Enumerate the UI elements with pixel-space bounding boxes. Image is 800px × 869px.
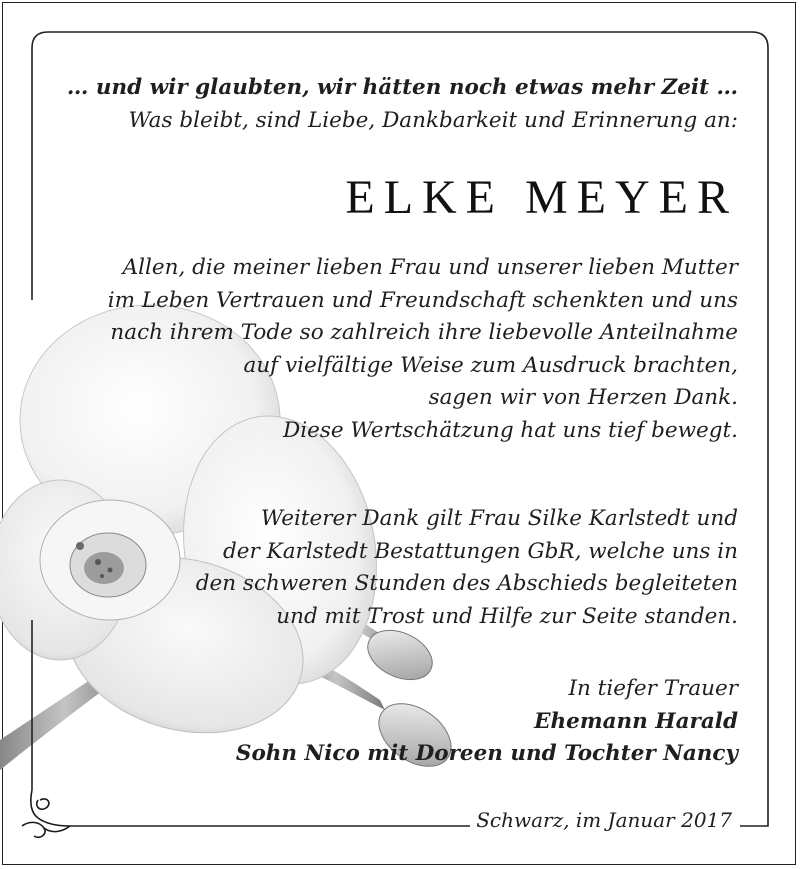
paragraph-line: sagen wir von Herzen Dank. [428, 385, 738, 410]
paragraph-line: Diese Wertschätzung hat uns tief bewegt. [283, 417, 738, 443]
paragraph-line: und mit Trost und Hilfe zur Seite standen. [276, 603, 738, 629]
dateline: Schwarz, im Januar 2017 [470, 808, 738, 832]
intro-text [67, 72, 738, 137]
paragraph-line: nach ihrem Tode so zahlreich ihre liebevolle Anteilnahme [110, 320, 738, 345]
paragraph-line: Weiterer Dank gilt Frau Silke Karlstedt und [260, 506, 738, 531]
paragraph-line: im Leben Vertrauen und Freundschaft schenkten und uns [107, 287, 738, 313]
ornamental-swirl-icon [22, 790, 70, 837]
signature-line: Sohn Nico mit Doreen und Tochter Nancy [235, 741, 738, 766]
paragraph-line: den schweren Stunden des Abschieds begleiteten [195, 571, 738, 596]
paragraph-line: der Karlstedt Bestattungen GbR, welche uns in [223, 538, 738, 564]
deceased-name: ELKE MEYER [345, 171, 738, 224]
intro-line: Was bleibt, sind Liebe, Dankbarkeit und Erinnerung an: [128, 107, 738, 133]
paragraph-line: Allen, die meiner lieben Frau und unserer lieben Mutter [122, 255, 738, 280]
signature-line: Ehemann Harald [534, 708, 738, 734]
intro-line: … und wir glaubten, wir hätten noch etwas mehr Zeit … [66, 75, 738, 100]
signature-opening: In tiefer Trauer [568, 676, 738, 701]
further-thanks-paragraph [196, 503, 738, 633]
thanks-paragraph [108, 252, 738, 447]
signature-block [236, 673, 738, 771]
paragraph-line: auf vielfältige Weise zum Ausdruck brachten, [243, 352, 738, 378]
